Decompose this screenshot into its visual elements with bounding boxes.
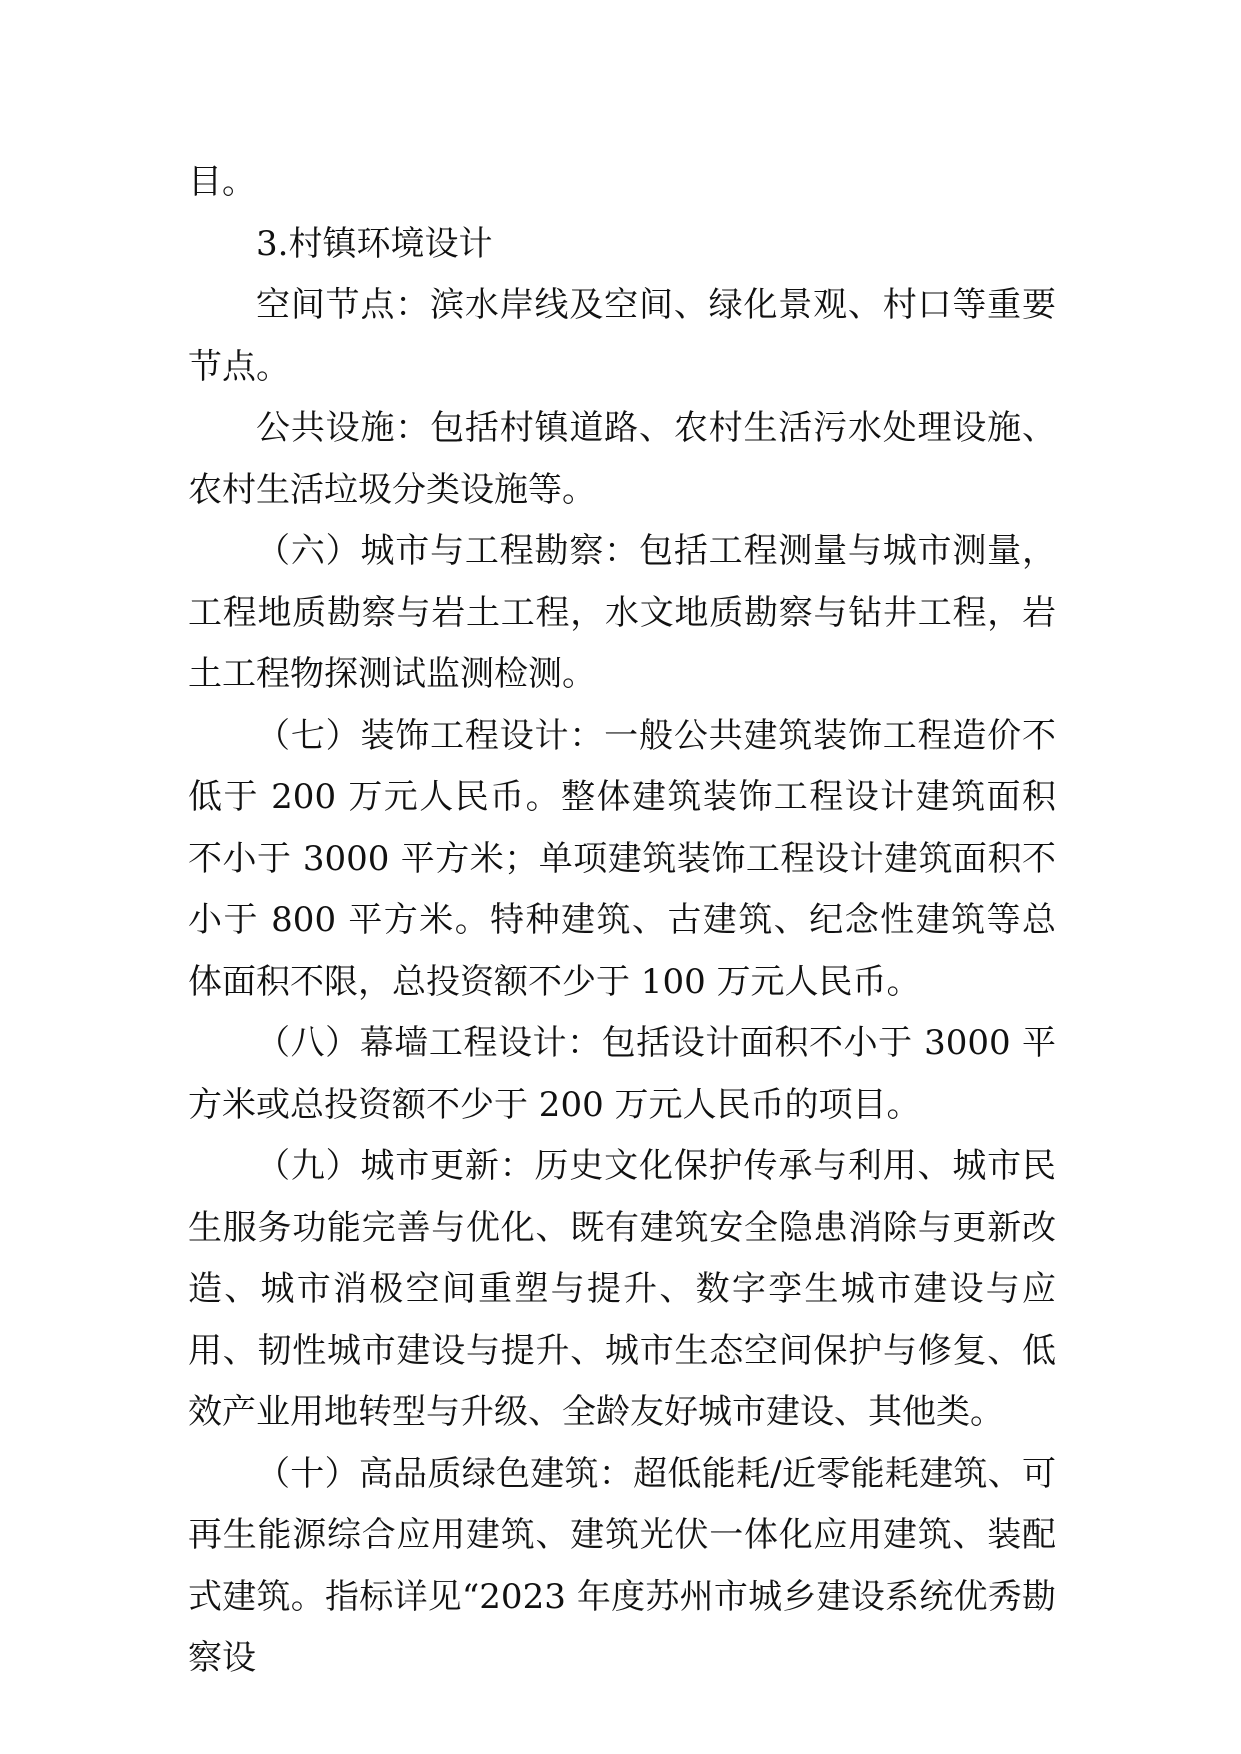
paragraph-spatial-nodes: 空间节点：滨水岸线及空间、绿化景观、村口等重要节点。 (188, 285, 1056, 387)
section-heading-village-environment: 3.村镇环境设计 (256, 223, 493, 264)
paragraph-continuation: 目。 (188, 162, 256, 202)
paragraph-section-10-green-building: （十）高品质绿色建筑：超低能耗/近零能耗建筑、可再生能源综合应用建筑、建筑光伏一体化应用建筑、装配式建筑。指标详见“2023 年度苏州市城乡建设系统优秀勘察设 (188, 1453, 1056, 1678)
document-body (188, 152, 1056, 1690)
paragraph-section-7-decoration: （七）装饰工程设计：一般公共建筑装饰工程造价不低于 200 万元人民币。整体建筑装饰工程设计建筑面积不小于 3000 平方米；单项建筑装饰工程设计建筑面积不小于 800 平方米。特种建筑、古建筑、纪念性建筑等总体面积不限，总投资额不少于 100 万元人民币。 (188, 715, 1056, 1002)
paragraph-section-9-urban-renewal: （九）城市更新：历史文化保护传承与利用、城市民生服务功能完善与优化、既有建筑安全隐患消除与更新改造、城市消极空间重塑与提升、数字孪生城市建设与应用、韧性城市建设与提升、城市生态空间保护与修复、低效产业用地转型与升级、全龄友好城市建设、其他类。 (188, 1146, 1056, 1432)
paragraph-section-8-curtain-wall: （八）幕墙工程设计：包括设计面积不小于 3000 平方米或总投资额不少于 200 万元人民币的项目。 (188, 1023, 1056, 1125)
paragraph-section-6-survey: （六）城市与工程勘察：包括工程测量与城市测量，工程地质勘察与岩土工程，水文地质勘察与钻井工程，岩土工程物探测试监测检测。 (188, 531, 1056, 694)
paragraph-public-facilities: 公共设施：包括村镇道路、农村生活污水处理设施、农村生活垃圾分类设施等。 (188, 408, 1056, 510)
